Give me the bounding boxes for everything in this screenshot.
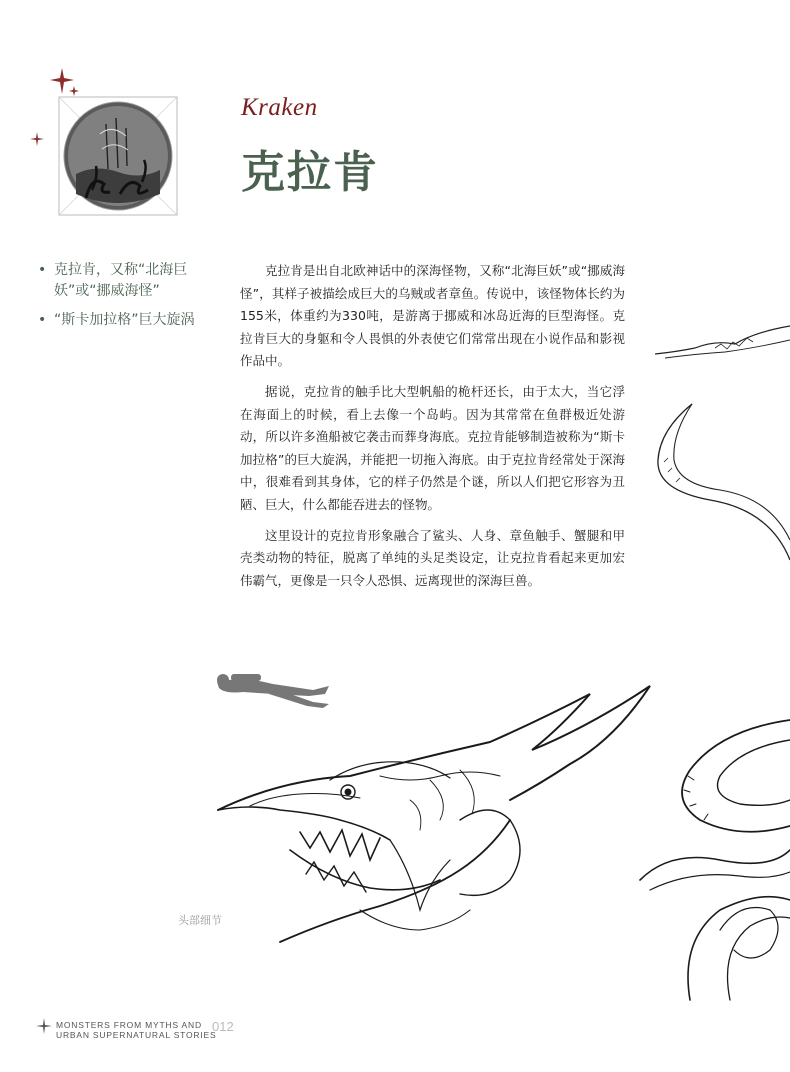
paragraph: 这里设计的克拉肯形象融合了鲨头、人身、章鱼触手、蟹腿和甲壳类动物的特征，脱离了单纯的头足类设定，让克拉肯看起来更加宏伟霸气，更像是一只令人恐惧、远离现世的深海巨兽。 <box>240 527 625 588</box>
footer-line-2: URBAN SUPERNATURAL STORIES <box>56 1030 217 1040</box>
tentacle-coil-sketch-image <box>630 700 790 1010</box>
small-star-icon <box>30 132 44 146</box>
page-number: 012 <box>212 1019 234 1034</box>
footer-book-title <box>56 1020 216 1040</box>
paragraph: 克拉肯是出自北欧神话中的深海怪物，又称“北海巨妖”或“挪威海怪”，其样子被描绘成巨大的乌贼或者章鱼。传说中，该怪物体长约为155米，体重约为330吨，是游离于挪威和冰岛近海的巨型海怪。克拉肯巨大的身躯和令人畏惧的外表使它们常常出现在小说作品和影视作品中。 <box>240 263 625 369</box>
body-text <box>240 260 625 600</box>
kraken-head-sketch-image <box>210 680 660 960</box>
kraken-medallion-image <box>56 94 180 218</box>
paragraph: 据说，克拉肯的触手比大型帆船的桅杆还长，由于太大，当它浮在海面上的时候，看上去像一个岛屿。因为其常常在鱼群极近处游动，所以许多渔船被它袭击而葬身海底。克拉肯能够制造被称为“斯卡加拉格”的巨大旋涡，并能把一切拖入海底。由于克拉肯经常处于深海中，很难看到其身体，它的样子仍然是个谜，所以人们把它形容为丑陋、巨大，什么都能吞进去的怪物。 <box>240 383 625 512</box>
wave-sketch-image <box>655 318 790 363</box>
footer-star-icon <box>36 1018 52 1034</box>
footer-line-1: MONSTERS FROM MYTHS AND <box>56 1020 202 1030</box>
title-chinese: 克拉肯 <box>241 147 379 198</box>
title-english: Kraken <box>241 94 318 121</box>
sidebar-bullet-list <box>38 260 198 339</box>
image-caption: 头部细节 <box>178 914 222 927</box>
sidebar-bullet-item: • 克拉肯，又称“北海巨妖”或“挪威海怪” <box>38 260 198 302</box>
tentacle-sketch-image <box>650 400 790 590</box>
sidebar-bullet-item: • “斯卡加拉格”巨大旋涡 <box>38 310 198 331</box>
